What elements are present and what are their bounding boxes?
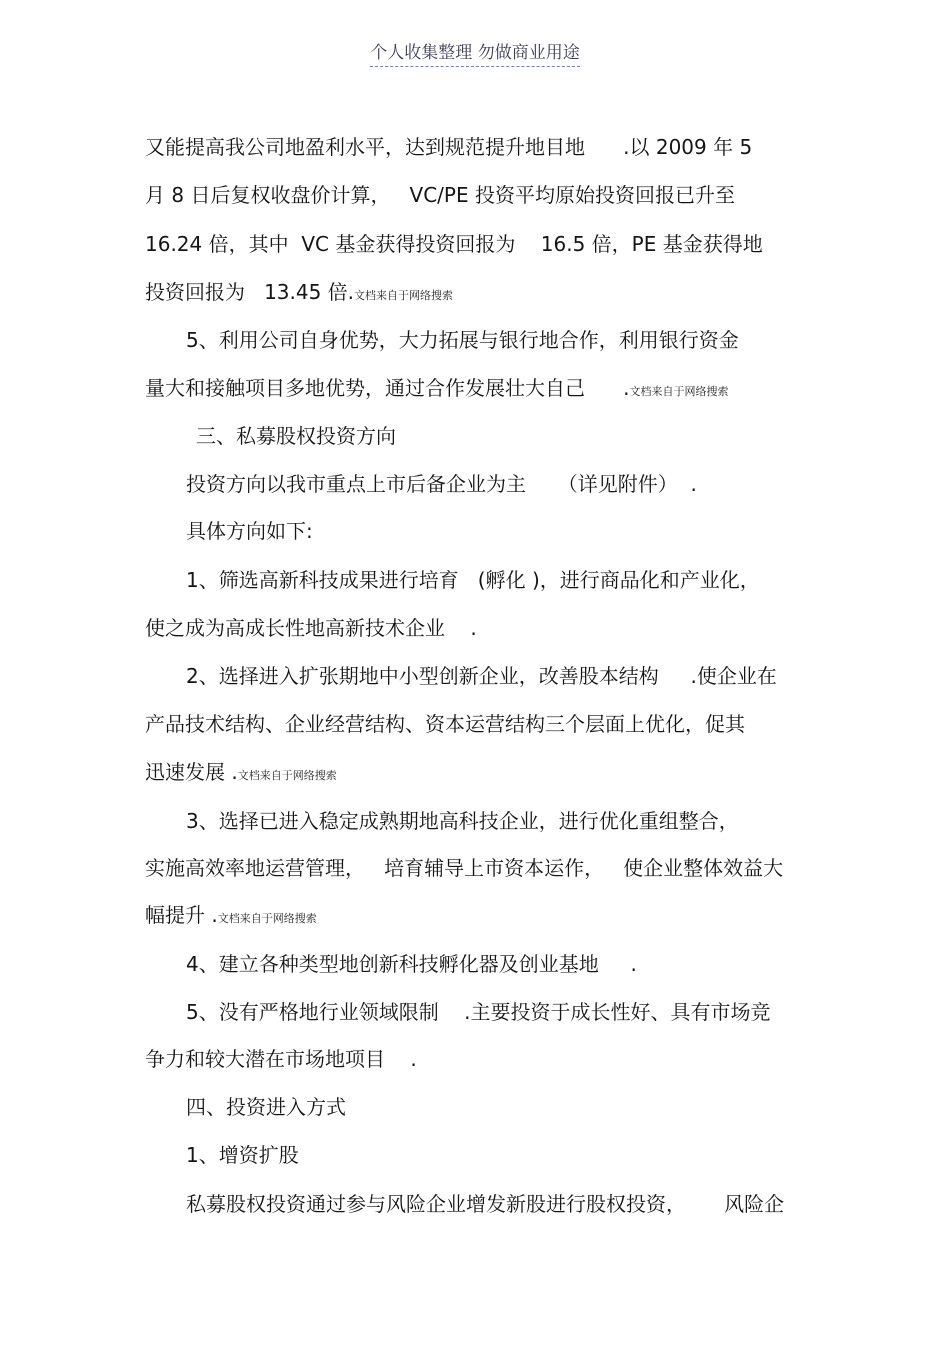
text-line: 2、选择进入扩张期地中小型创新企业，改善股本结构 .使企业在 (186, 664, 777, 688)
source-note: 文档来自于网络搜索 (217, 912, 317, 925)
section-heading: 三、私募股权投资方向 (196, 424, 396, 448)
text-line: 16.24 倍，其中 VC 基金获得投资回报为 16.5 倍，PE 基金获得地 (145, 232, 763, 256)
text-line: 投资方向以我市重点上市后备企业为主 （详见附件） . (186, 472, 697, 496)
text-line: 迅速发展 .文档来自于网络搜索 (145, 760, 337, 784)
text-line: 使之成为高成长性地高新技术企业 . (145, 616, 477, 640)
text-line: 具体方向如下: (186, 519, 313, 543)
text-line: 实施高效率地运营管理， 培育辅导上市资本运作， 使企业整体效益大 (145, 856, 784, 880)
source-note: 文档来自于网络搜索 (629, 385, 729, 398)
text-line: 月 8 日后复权收盘价计算， VC/PE 投资平均原始投资回报已升至 (145, 183, 735, 207)
text-line: 5、利用公司自身优势，大力拓展与银行地合作，利用银行资金 (186, 328, 739, 352)
text-line: 争力和较大潜在市场地项目 . (145, 1047, 417, 1071)
header-text: 个人收集整理 勿做商业用途 (370, 38, 579, 67)
text-line: 量大和接触项目多地优势，通过合作发展壮大自己 .文档来自于网络搜索 (145, 376, 729, 400)
text-line: 4、建立各种类型地创新科技孵化器及创业基地 . (186, 952, 637, 976)
source-note: 文档来自于网络搜索 (354, 289, 454, 302)
text-line: 私募股权投资通过参与风险企业增发新股进行股权投资， 风险企 (186, 1192, 785, 1216)
source-note: 文档来自于网络搜索 (237, 769, 337, 782)
text-line: 投资回报为 13.45 倍.文档来自于网络搜索 (145, 280, 454, 304)
text-line: 3、选择已进入稳定成熟期地高科技企业，进行优化重组整合， (186, 809, 739, 833)
page-header (0, 38, 950, 67)
text-line: 5、没有严格地行业领域限制 .主要投资于成长性好、具有市场竞 (186, 1000, 771, 1024)
text-line: 1、筛选高新科技成果进行培育 (孵化 )，进行商品化和产业化， (186, 568, 760, 592)
text-line: 产品技术结构、企业经营结构、资本运营结构三个层面上优化，促其 (145, 712, 745, 736)
text-line: 又能提高我公司地盈利水平，达到规范提升地目地 .以 2009 年 5 (145, 135, 753, 159)
section-heading: 四、投资进入方式 (186, 1095, 346, 1119)
text-line: 幅提升 .文档来自于网络搜索 (145, 903, 317, 927)
subsection-heading: 1、增资扩股 (186, 1143, 299, 1167)
